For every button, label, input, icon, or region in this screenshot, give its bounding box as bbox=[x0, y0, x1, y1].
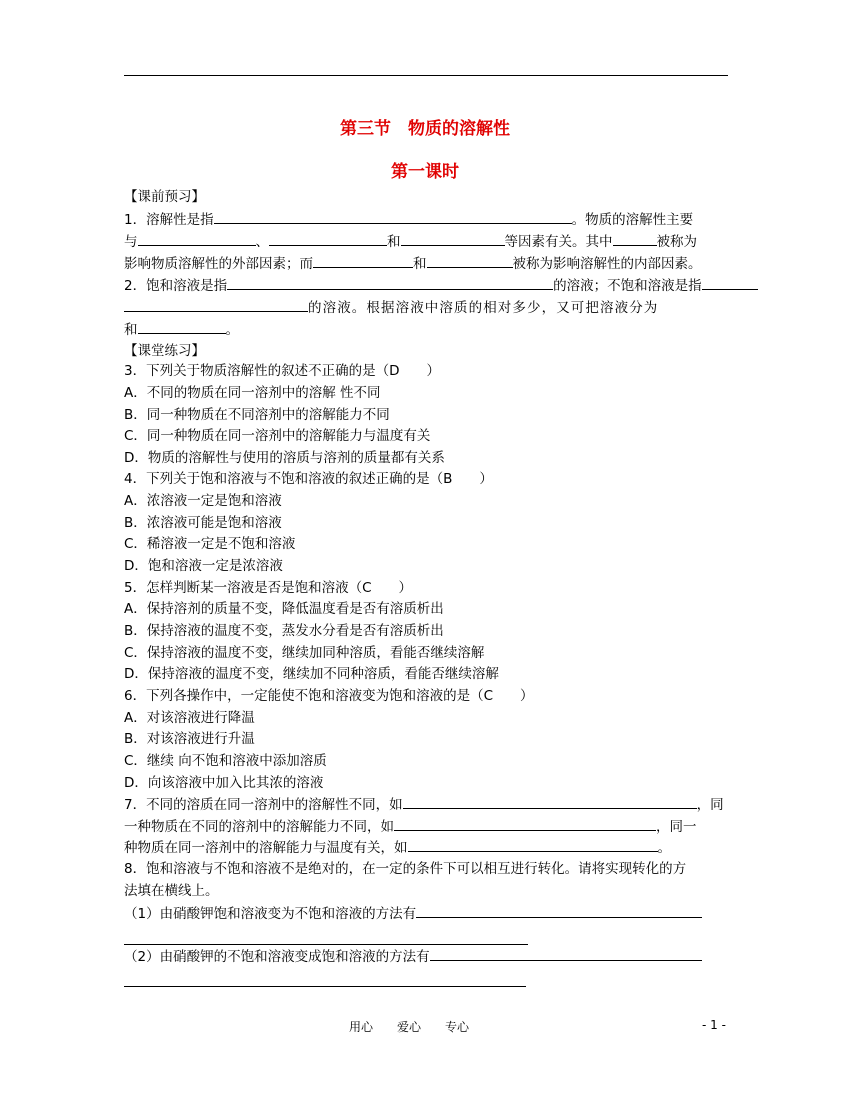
q4-option-b: B．浓溶液可能是饱和溶液 bbox=[124, 515, 282, 531]
q3-option-b: B．同一种物质在不同溶剂中的溶解能力不同 bbox=[124, 407, 390, 423]
q1-line2: 与 、 和 等因素有关。其中 被称为 bbox=[124, 234, 697, 250]
q5-option-c: C．保持溶液的温度不变，继续加同种溶质，看能否继续溶解 bbox=[124, 645, 485, 661]
q5-stem: 5．怎样判断某一溶液是否是饱和溶液（C ） bbox=[124, 580, 413, 596]
q3-stem: 3．下列关于物质溶解性的叙述不正确的是（D ） bbox=[124, 363, 440, 379]
q3-option-a: A．不同的物质在同一溶剂中的溶解 性不同 bbox=[124, 385, 381, 401]
q2-line1: 2．饱和溶液是指 的溶液；不饱和溶液是指 bbox=[124, 276, 758, 295]
q7-line2: 一种物质在不同的溶剂中的溶解能力不同，如 ，同一 bbox=[124, 819, 697, 835]
q7-blank-2[interactable] bbox=[394, 817, 656, 831]
page-number: - 1 - bbox=[702, 1018, 726, 1032]
q1-blank-3[interactable] bbox=[269, 232, 387, 246]
section-preview: 【课前预习】 bbox=[124, 189, 205, 205]
page-subtitle: 第一课时 bbox=[391, 162, 459, 182]
q7-line1: 7．不同的溶质在同一溶剂中的溶解性不同，如 ，同 bbox=[124, 797, 724, 813]
q4-stem: 4．下列关于饱和溶液与不饱和溶液的叙述正确的是（B ） bbox=[124, 471, 493, 487]
q2-line3: 和 。 bbox=[124, 322, 239, 338]
q5-option-d: D．保持溶液的温度不变，继续加不同种溶质，看能否继续溶解 bbox=[124, 666, 499, 682]
q2-blank-2[interactable] bbox=[702, 276, 758, 290]
q4-option-d: D．饱和溶液一定是浓溶液 bbox=[124, 558, 283, 574]
q5-option-b: B．保持溶液的温度不变，蒸发水分看是否有溶质析出 bbox=[124, 623, 444, 639]
q6-option-b: B．对该溶液进行升温 bbox=[124, 731, 255, 747]
q8-blank-4[interactable] bbox=[124, 986, 526, 987]
q7-blank-1[interactable] bbox=[403, 795, 697, 809]
q3-option-c: C．同一种物质在同一溶剂中的溶解能力与温度有关 bbox=[124, 428, 431, 444]
q4-option-c: C．稀溶液一定是不饱和溶液 bbox=[124, 536, 296, 552]
q6-option-c: C．继续 向不饱和溶液中添加溶质 bbox=[124, 753, 327, 769]
q2-blank-4[interactable] bbox=[138, 320, 226, 334]
q1-blank-4[interactable] bbox=[401, 232, 505, 246]
q4-option-a: A．浓溶液一定是饱和溶液 bbox=[124, 493, 282, 509]
q1-blank-6[interactable] bbox=[313, 254, 413, 268]
q6-option-d: D．向该溶液中加入比其浓的溶液 bbox=[124, 775, 324, 791]
q8-part1: （1）由硝酸钾饱和溶液变为不饱和溶液的方法有 bbox=[124, 904, 702, 923]
section-practice: 【课堂练习】 bbox=[124, 343, 205, 359]
q8-line1: 8．饱和溶液与不饱和溶液不是绝对的，在一定的条件下可以相互进行转化。请将实现转化的方 bbox=[124, 861, 687, 877]
q1-blank-2[interactable] bbox=[138, 232, 256, 246]
q1-line3: 影响物质溶解性的外部因素；而 和 被称为影响溶解性的内部因素。 bbox=[124, 256, 702, 272]
q8-part2: （2）由硝酸钾的不饱和溶液变成饱和溶液的方法有 bbox=[124, 947, 702, 966]
q8-blank-2[interactable] bbox=[124, 944, 528, 945]
q2-line2: 的溶液。根据溶液中溶质的相对多少，又可把溶液分为 bbox=[124, 298, 658, 317]
q1-line1: 1．溶解性是指 。物质的溶解性主要 bbox=[124, 212, 694, 228]
q2-blank-3[interactable] bbox=[124, 298, 308, 312]
q6-stem: 6．下列各操作中，一定能使不饱和溶液变为饱和溶液的是（C ） bbox=[124, 688, 534, 704]
q1-blank-1[interactable] bbox=[214, 210, 572, 224]
page-title: 第三节 物质的溶解性 bbox=[340, 119, 510, 139]
footer-motto: 用心 爱心 专心 bbox=[349, 1020, 470, 1034]
q2-blank-1[interactable] bbox=[227, 276, 553, 290]
header-rule bbox=[124, 75, 728, 76]
q1-blank-7[interactable] bbox=[427, 254, 513, 268]
q3-option-d: D．物质的溶解性与使用的溶质与溶剂的质量都有关系 bbox=[124, 450, 445, 466]
q1-blank-5[interactable] bbox=[613, 232, 657, 246]
q7-blank-3[interactable] bbox=[408, 838, 658, 852]
q8-blank-3[interactable] bbox=[430, 947, 702, 961]
q6-option-a: A．对该溶液进行降温 bbox=[124, 710, 255, 726]
q5-option-a: A．保持溶剂的质量不变，降低温度看是否有溶质析出 bbox=[124, 601, 444, 617]
q7-line3: 种物质在同一溶剂中的溶解能力与温度有关，如 。 bbox=[124, 840, 671, 856]
q8-blank-1[interactable] bbox=[416, 904, 702, 918]
q8-line2: 法填在横线上。 bbox=[124, 883, 219, 899]
